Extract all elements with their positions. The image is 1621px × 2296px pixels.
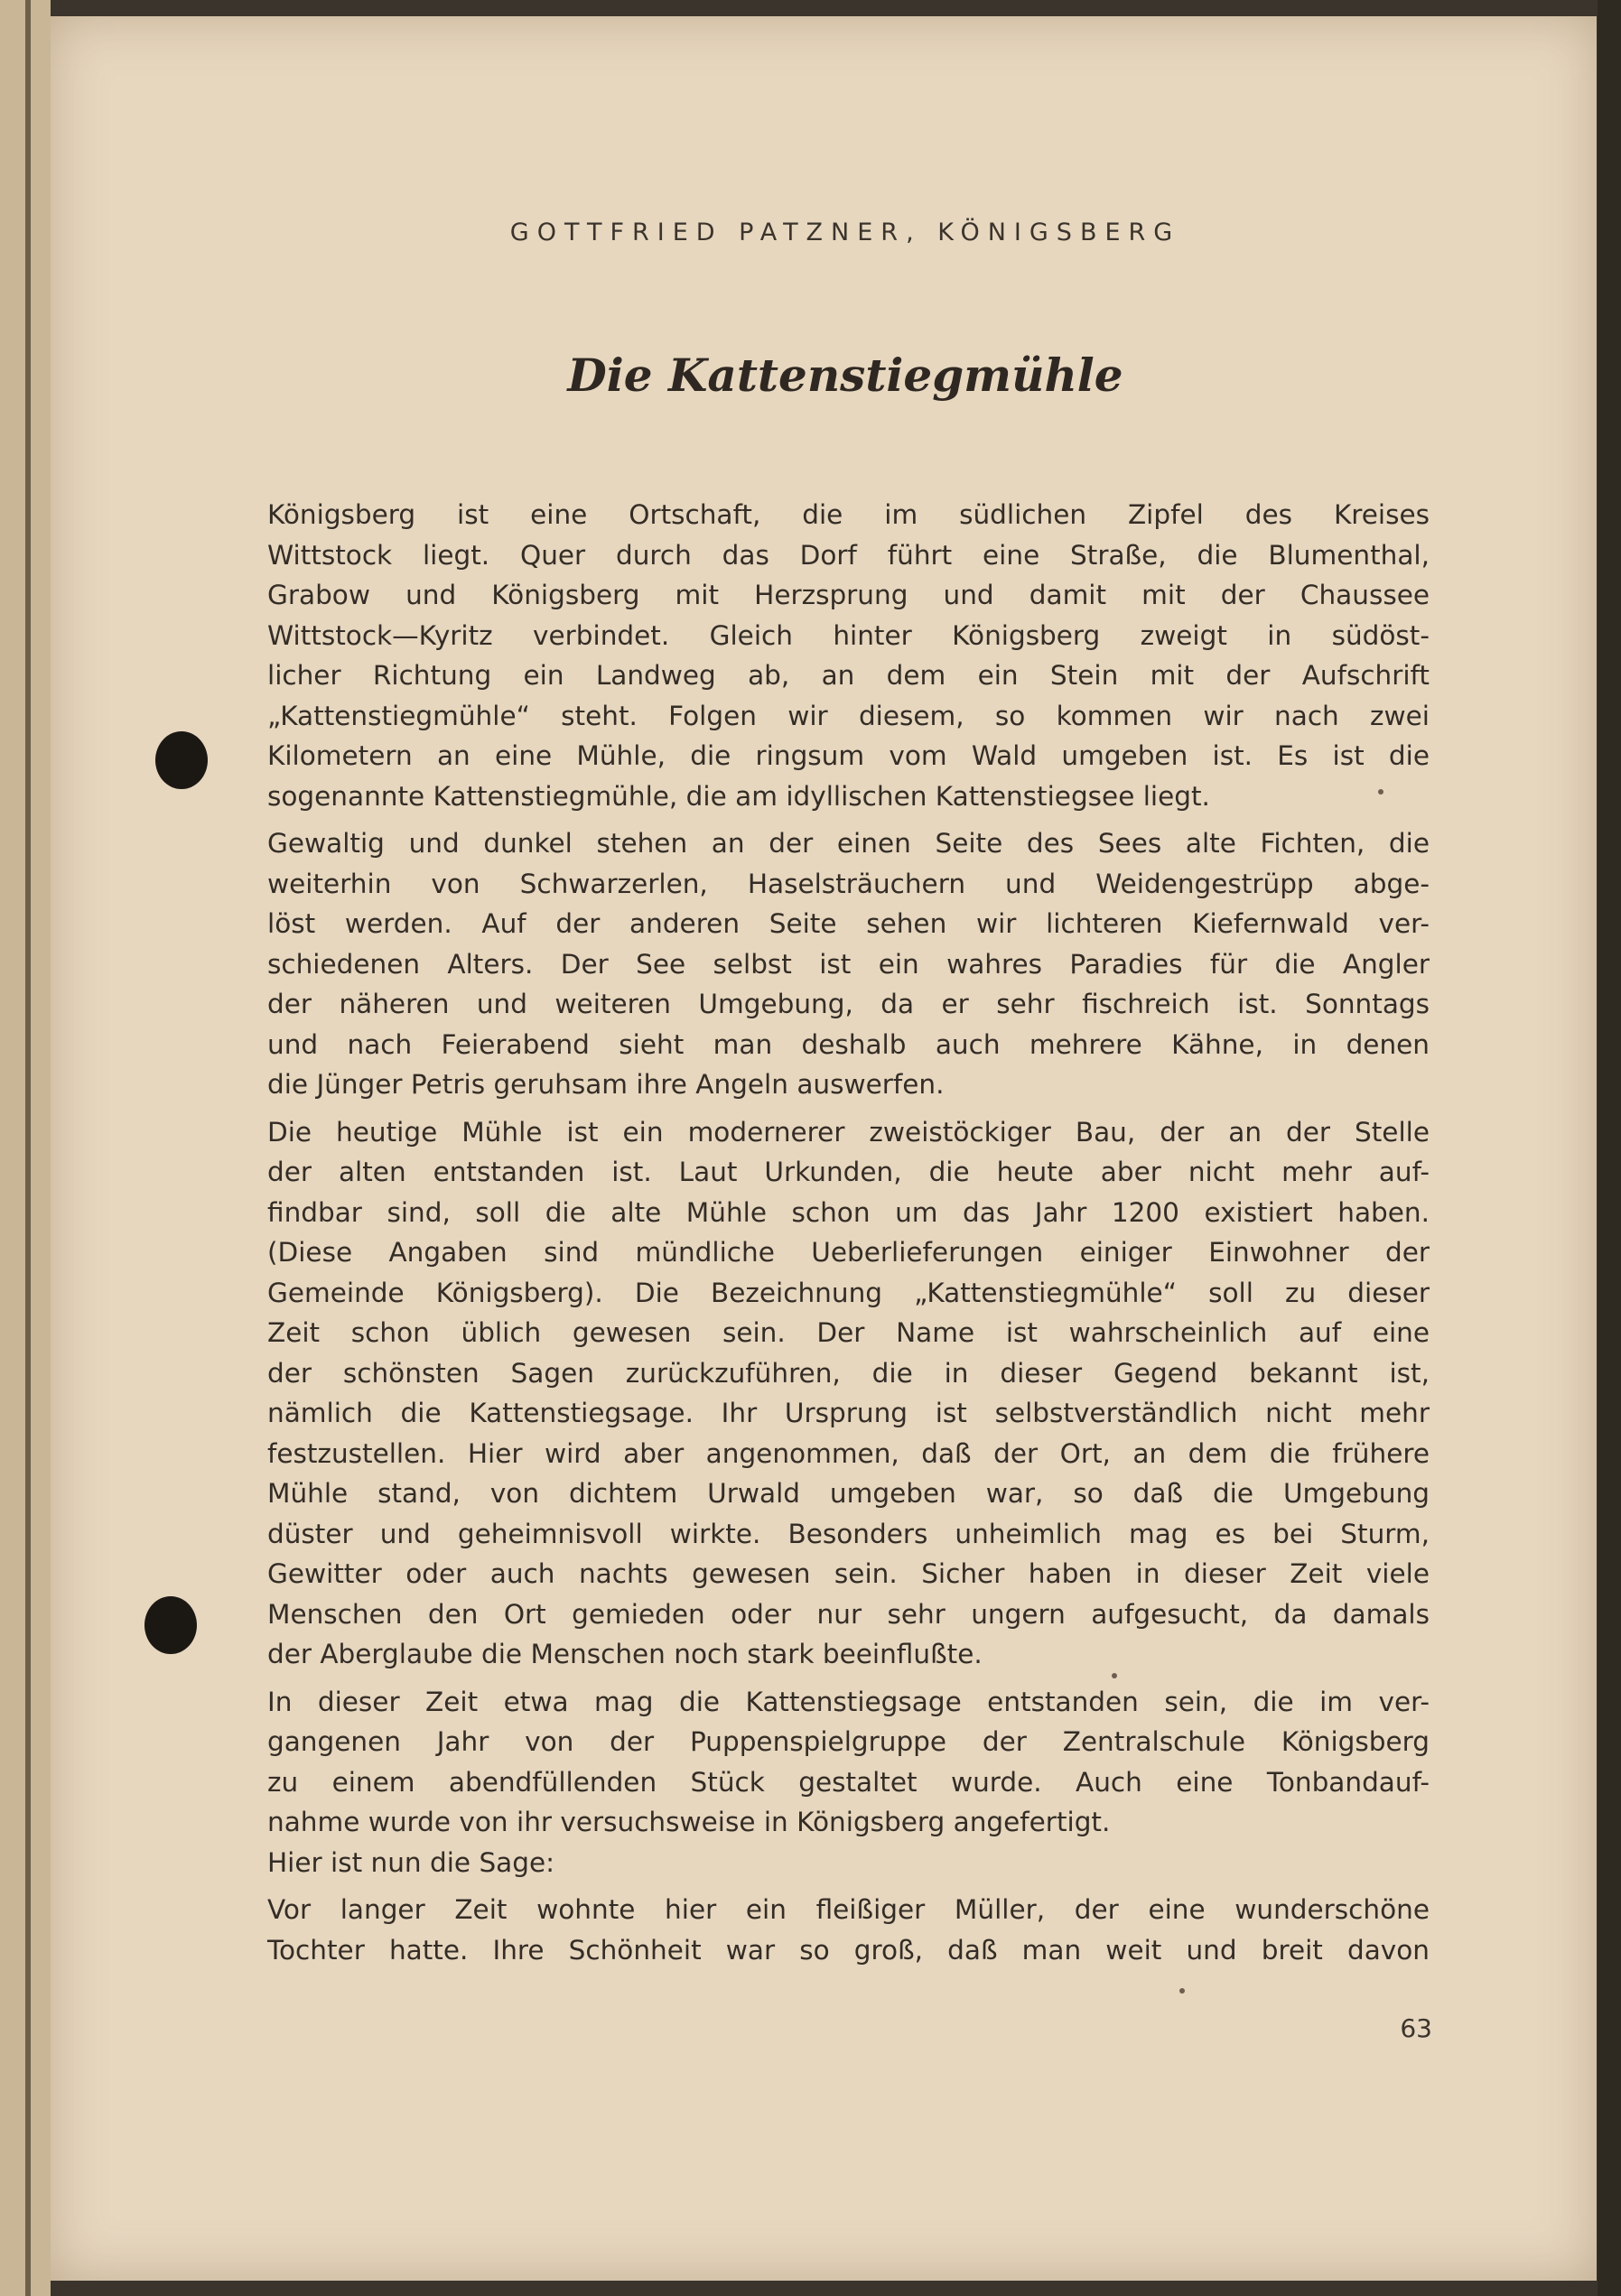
text-line: nahme wurde von ihr versuchsweise in Königsberg angefertigt. (267, 1807, 1111, 1837)
article-body (267, 495, 1430, 1977)
text-line: licher Richtung ein Landweg ab, an dem ein Stein mit der Aufschrift (267, 660, 1430, 691)
text-line: festzustellen. Hier wird aber angenommen, daß der Ort, an dem die frühere (267, 1437, 1430, 1469)
text-line: Tochter hatte. Ihre Schönheit war so groß, daß man weit und breit davon (267, 1934, 1430, 1966)
paragraph-4 (267, 1682, 1430, 1883)
text-line: der Aberglaube die Menschen noch stark beeinflußte. (267, 1639, 983, 1669)
text-line: Vor langer Zeit wohnte hier ein fleißiger Müller, der eine wunderschöne (267, 1894, 1430, 1925)
book-spine-edge (0, 0, 51, 2296)
text-line: Die heutige Mühle ist ein modernerer zweistöckiger Bau, der an der Stelle (267, 1116, 1430, 1148)
text-line: nämlich die Kattenstiegsage. Ihr Ursprung ist selbstverständlich nicht mehr (267, 1398, 1430, 1428)
text-line: der schönsten Sagen zurückzuführen, die in dieser Gegend bekannt ist, (267, 1357, 1430, 1389)
text-line: löst werden. Auf der anderen Seite sehen wir lichteren Kiefernwald ver- (267, 908, 1430, 939)
text-line: Menschen den Ort gemieden oder nur sehr ungern aufgesucht, da damals (267, 1598, 1430, 1630)
text-line: und nach Feierabend sieht man deshalb auch mehrere Kähne, in denen (267, 1028, 1430, 1060)
page-number: 63 (1400, 2013, 1432, 2043)
text-line: Gewaltig und dunkel stehen an der einen Seite des Sees alte Fichten, die (267, 828, 1430, 859)
text-line: Gemeinde Königsberg). Die Bezeichnung „Kattenstiegmühle“ soll zu dieser (267, 1277, 1430, 1308)
text-line: schiedenen Alters. Der See selbst ist ein wahres Paradies für die Angler (267, 948, 1430, 980)
text-line: Zeit schon üblich gewesen sein. Der Name ist wahrscheinlich auf eine (267, 1317, 1430, 1348)
text-line: Grabow und Königsberg mit Herzsprung und damit mit der Chaussee (267, 580, 1430, 610)
page-right-edge (1598, 0, 1621, 2296)
text-line: zu einem abendfüllenden Stück gestaltet wurde. Auch eine Tonbandauf- (267, 1766, 1430, 1798)
text-line: Hier ist nun die Sage: (267, 1846, 555, 1878)
spine-line (25, 0, 31, 2296)
text-line: weiterhin von Schwarzerlen, Haselsträuchern und Weidengestrüpp abge- (267, 868, 1430, 899)
paper-speck (1179, 1988, 1185, 1994)
text-line: Kilometern an eine Mühle, die ringsum vom Wald umgeben ist. Es ist die (267, 740, 1430, 771)
paper-speck (1112, 1673, 1117, 1678)
article-title: Die Kattenstiegmühle (567, 349, 1123, 402)
text-line: sogenannte Kattenstiegmühle, die am idyllischen Kattenstiegsee liegt. (267, 780, 1210, 812)
paragraph-5 (267, 1890, 1430, 1970)
text-line: findbar sind, soll die alte Mühle schon um das Jahr 1200 existiert haben. (267, 1196, 1430, 1228)
paper-speck (1378, 789, 1383, 795)
book-page (51, 16, 1597, 2281)
text-line: Wittstock liegt. Quer durch das Dorf führt eine Straße, die Blumenthal, (267, 539, 1430, 571)
text-line: Königsberg ist eine Ortschaft, die im südlichen Zipfel des Kreises (267, 499, 1430, 530)
paragraph-1 (267, 495, 1430, 816)
text-line: „Kattenstiegmühle“ steht. Folgen wir diesem, so kommen wir nach zwei (267, 700, 1430, 731)
text-line: der näheren und weiteren Umgebung, da er sehr fischreich ist. Sonntags (267, 989, 1430, 1019)
paragraph-3 (267, 1112, 1430, 1675)
text-line: Mühle stand, von dichtem Urwald umgeben war, so daß die Umgebung (267, 1478, 1430, 1509)
text-line: Wittstock—Kyritz verbindet. Gleich hinter Königsberg zweigt in südöst- (267, 619, 1430, 651)
text-line: der alten entstanden ist. Laut Urkunden, die heute aber nicht mehr auf- (267, 1157, 1430, 1187)
text-line: (Diese Angaben sind mündliche Ueberlieferungen einiger Einwohner der (267, 1237, 1430, 1268)
punch-hole (144, 1596, 197, 1654)
author-line: GOTTFRIED PATZNER, KÖNIGSBERG (509, 218, 1181, 246)
text-line: gangenen Jahr von der Puppenspielgruppe der Zentralschule Königsberg (267, 1726, 1430, 1757)
punch-hole (155, 731, 208, 789)
text-line: In dieser Zeit etwa mag die Kattenstiegsage entstanden sein, die im ver- (267, 1686, 1430, 1717)
paragraph-2 (267, 823, 1430, 1105)
text-line: die Jünger Petris geruhsam ihre Angeln auswerfen. (267, 1069, 945, 1100)
text-line: düster und geheimnisvoll wirkte. Besonders unheimlich mag es bei Sturm, (267, 1518, 1430, 1549)
text-line: Gewitter oder auch nachts gewesen sein. Sicher haben in dieser Zeit viele (267, 1558, 1430, 1589)
